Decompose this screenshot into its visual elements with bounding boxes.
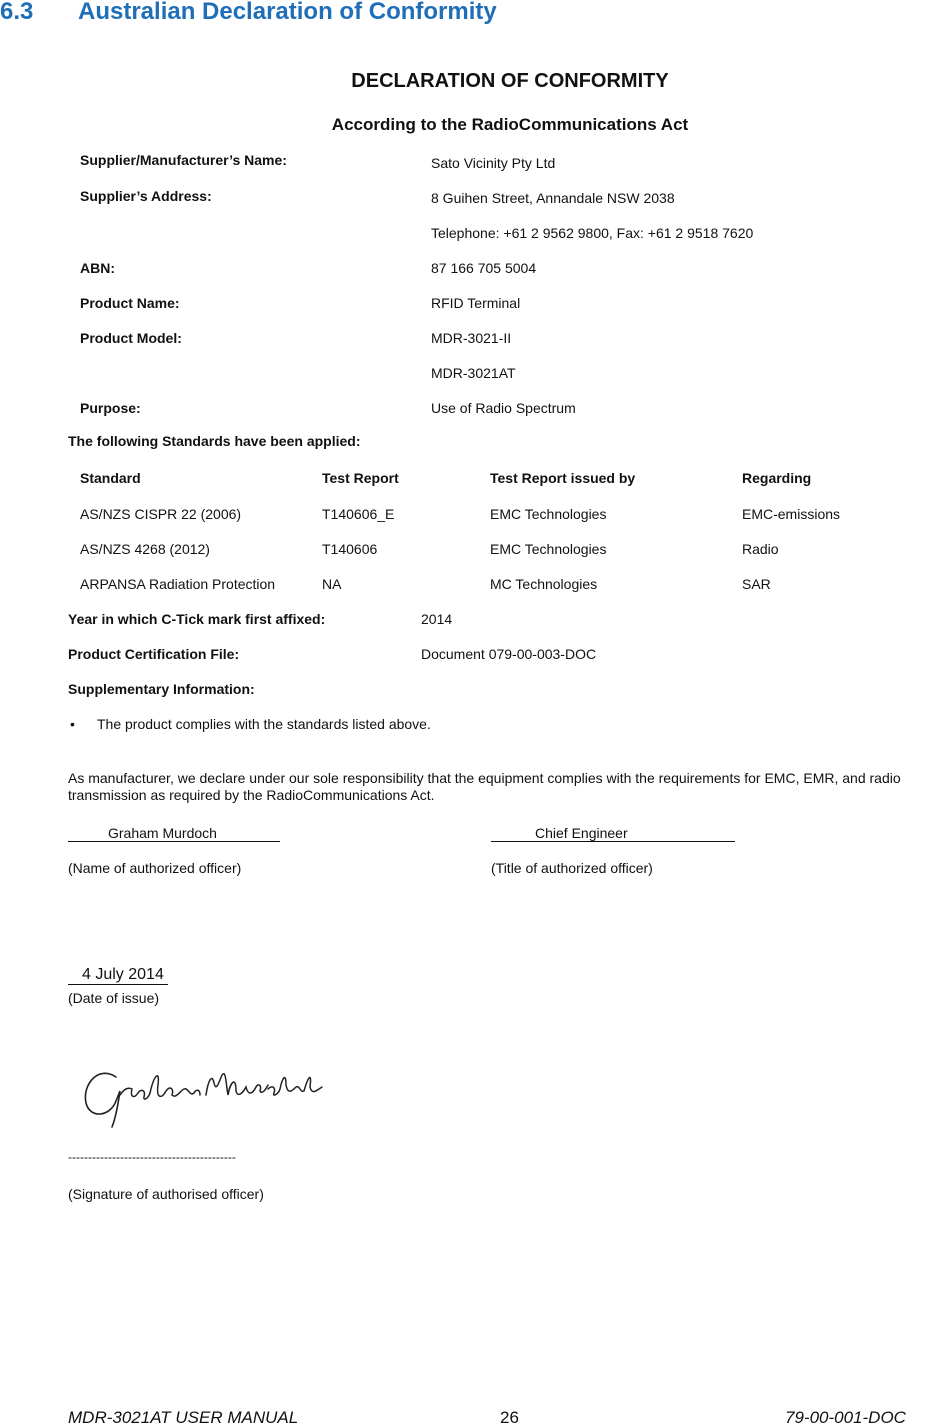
doc-subtitle: According to the RadioCommunications Act xyxy=(331,115,689,134)
officer-title-caption: (Title of authorized officer) xyxy=(491,860,653,876)
table-cell: T140606_E xyxy=(322,506,395,522)
table-cell: T140606 xyxy=(322,541,378,557)
purpose-label: Purpose: xyxy=(80,400,141,416)
table-cell: AS/NZS 4268 (2012) xyxy=(80,541,210,557)
table-header-test-report: Test Report xyxy=(322,470,399,486)
bullet-glyph: • xyxy=(70,716,75,732)
ctick-label: Year in which C-Tick mark first affixed: xyxy=(68,611,326,627)
officer-name-caption: (Name of authorized officer) xyxy=(68,860,242,876)
footer-doc-number: 79-00-001-DOC xyxy=(785,1408,906,1427)
officer-title: Chief Engineer xyxy=(535,825,628,841)
table-cell: NA xyxy=(322,576,342,592)
section-heading xyxy=(0,0,497,26)
table-cell: MC Technologies xyxy=(490,576,598,592)
purpose-value: Use of Radio Spectrum xyxy=(431,400,576,416)
table-cell: SAR xyxy=(742,576,771,592)
officer-name-line xyxy=(68,825,280,842)
abn-value: 87 166 705 5004 xyxy=(431,260,537,276)
table-cell: ARPANSA Radiation Protection xyxy=(80,576,276,592)
product-name-value: RFID Terminal xyxy=(431,295,521,311)
table-cell: AS/NZS CISPR 22 (2006) xyxy=(80,506,242,522)
handwritten-signature xyxy=(76,1055,326,1140)
product-name-label: Product Name: xyxy=(80,295,180,311)
issue-date: 4 July 2014 xyxy=(82,966,164,983)
table-cell: EMC Technologies xyxy=(490,506,607,522)
product-model-label: Product Model: xyxy=(80,330,182,346)
declaration-paragraph: As manufacturer, we declare under our sole responsibility that the equipment complies with the requirements for EMC, EMR, and radio transmission as required by the RadioCommunications Act. xyxy=(68,770,901,803)
signature-dashes: ------------------------------------------ xyxy=(68,1150,236,1164)
standards-heading: The following Standards have been applied: xyxy=(68,433,361,449)
footer-page-number: 26 xyxy=(500,1408,519,1427)
supplier-address-label: Supplier’s Address: xyxy=(80,188,212,204)
supplier-name-label: Supplier/Manufacturer’s Name: xyxy=(80,152,287,168)
signature-caption: (Signature of authorised officer) xyxy=(68,1186,264,1202)
ctick-value: 2014 xyxy=(421,611,453,627)
product-model-2: MDR-3021AT xyxy=(431,365,516,381)
list-item: The product complies with the standards listed above. xyxy=(97,716,431,732)
table-cell: Radio xyxy=(742,541,779,557)
section-title: Australian Declaration of Conformity xyxy=(78,0,497,25)
doc-title: DECLARATION OF CONFORMITY xyxy=(351,70,669,92)
footer-manual-name: MDR-3021AT USER MANUAL xyxy=(68,1408,299,1427)
supplier-address-line1: 8 Guihen Street, Annandale NSW 2038 xyxy=(431,190,675,206)
cert-file-value: Document 079-00-003-DOC xyxy=(421,646,597,662)
table-cell: EMC Technologies xyxy=(490,541,607,557)
section-number: 6.3 xyxy=(0,0,34,25)
supplementary-label: Supplementary Information: xyxy=(68,681,255,697)
issue-date-line xyxy=(68,966,168,985)
supplier-address-line2: Telephone: +61 2 9562 9800, Fax: +61 2 9518 7620 xyxy=(431,225,754,241)
table-header-standard: Standard xyxy=(80,470,141,486)
table-header-issued-by: Test Report issued by xyxy=(490,470,636,486)
table-header-regarding: Regarding xyxy=(742,470,812,486)
supplier-name-value: Sato Vicinity Pty Ltd xyxy=(431,155,556,171)
officer-title-line xyxy=(491,825,735,842)
issue-date-caption: (Date of issue) xyxy=(68,990,160,1006)
table-cell: EMC-emissions xyxy=(742,506,841,522)
officer-name: Graham Murdoch xyxy=(108,825,217,841)
product-model-1: MDR-3021-II xyxy=(431,330,512,346)
abn-label: ABN: xyxy=(80,260,115,276)
cert-file-label: Product Certification File: xyxy=(68,646,240,662)
